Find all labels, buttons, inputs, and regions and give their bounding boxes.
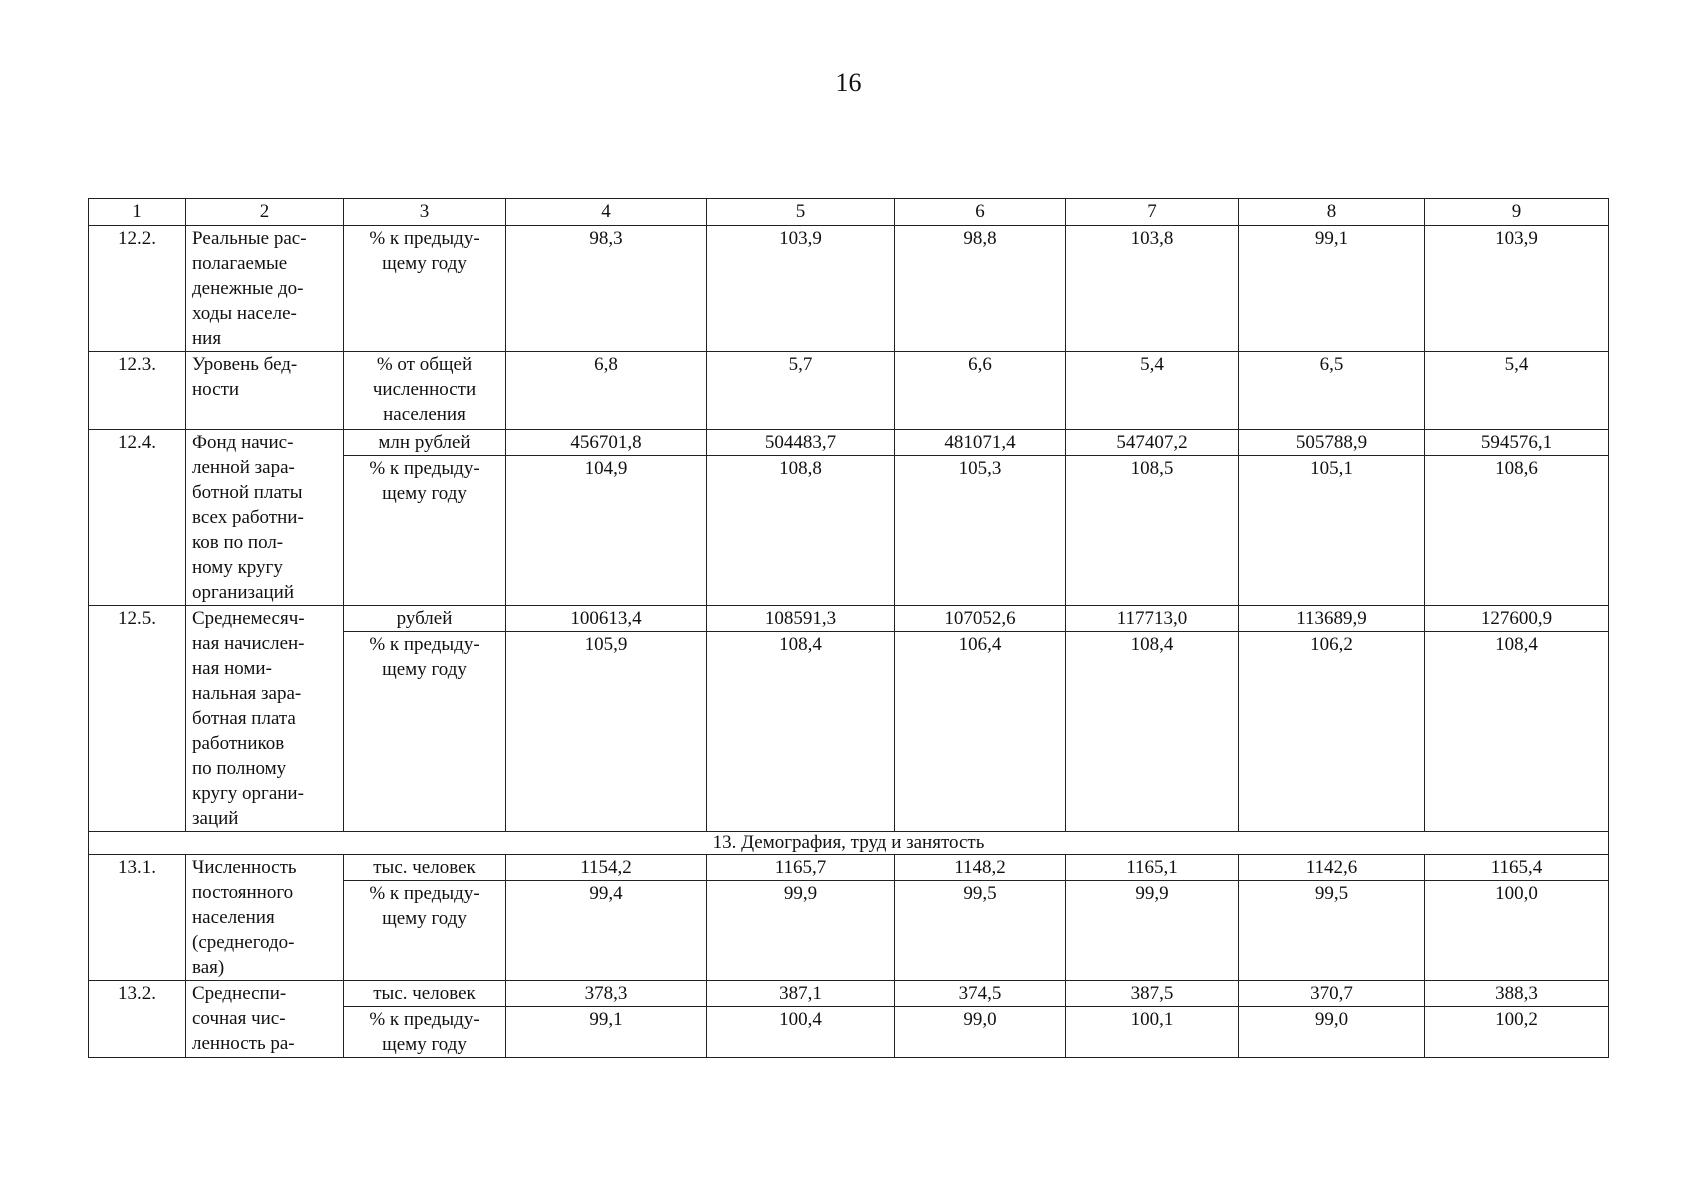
row-number: 13.2.	[89, 981, 186, 1058]
table-row-12-3	[89, 352, 1609, 430]
indicator-name: Численность постоянного населения (среднегодо- вая)	[186, 855, 344, 981]
page-number: 16	[835, 68, 862, 97]
value-cell: 99,5	[895, 881, 1066, 981]
column-header: 9	[1425, 199, 1609, 226]
value-cell: 105,9	[506, 632, 707, 832]
value-cell: 100613,4	[506, 606, 707, 632]
row-number: 12.5.	[89, 606, 186, 832]
header-row	[89, 199, 1609, 226]
column-header: 1	[89, 199, 186, 226]
value-cell: 100,2	[1425, 1007, 1609, 1058]
column-header: 5	[707, 199, 895, 226]
value-cell: 103,8	[1066, 226, 1239, 352]
value-cell: 481071,4	[895, 430, 1066, 456]
value-cell: 99,0	[895, 1007, 1066, 1058]
value-cell: 1165,7	[707, 855, 895, 881]
indicator-name: Уровень бед- ности	[186, 352, 344, 430]
column-header: 7	[1066, 199, 1239, 226]
column-header: 2	[186, 199, 344, 226]
value-cell: 1154,2	[506, 855, 707, 881]
row-number: 12.4.	[89, 430, 186, 606]
value-cell: 1165,1	[1066, 855, 1239, 881]
value-cell: 104,9	[506, 456, 707, 606]
indicator-name: Среднеспи- сочная чис- ленность ра-	[186, 981, 344, 1058]
value-cell: 374,5	[895, 981, 1066, 1007]
value-cell: 1142,6	[1239, 855, 1425, 881]
value-cell: 98,8	[895, 226, 1066, 352]
value-cell: 106,4	[895, 632, 1066, 832]
value-cell: 108,4	[1066, 632, 1239, 832]
value-cell: 547407,2	[1066, 430, 1239, 456]
value-cell: 108,5	[1066, 456, 1239, 606]
unit-cell: тыс. человек	[344, 855, 506, 881]
value-cell: 5,7	[707, 352, 895, 430]
value-cell: 99,0	[1239, 1007, 1425, 1058]
section-row-13	[89, 832, 1609, 855]
value-cell: 103,9	[1425, 226, 1609, 352]
value-cell: 456701,8	[506, 430, 707, 456]
value-cell: 100,4	[707, 1007, 895, 1058]
unit-cell: рублей	[344, 606, 506, 632]
table-row-12-2	[89, 226, 1609, 352]
value-cell: 387,1	[707, 981, 895, 1007]
value-cell: 5,4	[1066, 352, 1239, 430]
value-cell: 108,8	[707, 456, 895, 606]
unit-cell: % к предыду- щему году	[344, 881, 506, 981]
value-cell: 504483,7	[707, 430, 895, 456]
value-cell: 6,5	[1239, 352, 1425, 430]
value-cell: 99,9	[1066, 881, 1239, 981]
indicator-name: Фонд начис- ленной зара- ботной платы всех работни- ков по пол- ному кругу организаций	[186, 430, 344, 606]
row-number: 13.1.	[89, 855, 186, 981]
column-header: 8	[1239, 199, 1425, 226]
value-cell: 505788,9	[1239, 430, 1425, 456]
column-header: 3	[344, 199, 506, 226]
unit-cell: % к предыду- щему году	[344, 632, 506, 832]
value-cell: 98,3	[506, 226, 707, 352]
table-row-13-2-a	[89, 981, 1609, 1007]
value-cell: 108,6	[1425, 456, 1609, 606]
row-number: 12.2.	[89, 226, 186, 352]
value-cell: 99,9	[707, 881, 895, 981]
table-row-12-5-a	[89, 606, 1609, 632]
value-cell: 108,4	[707, 632, 895, 832]
value-cell: 1148,2	[895, 855, 1066, 881]
value-cell: 370,7	[1239, 981, 1425, 1007]
column-header: 6	[895, 199, 1066, 226]
value-cell: 388,3	[1425, 981, 1609, 1007]
unit-cell: тыс. человек	[344, 981, 506, 1007]
value-cell: 99,1	[1239, 226, 1425, 352]
value-cell: 99,5	[1239, 881, 1425, 981]
column-header: 4	[506, 199, 707, 226]
value-cell: 107052,6	[895, 606, 1066, 632]
unit-cell: млн рублей	[344, 430, 506, 456]
value-cell: 594576,1	[1425, 430, 1609, 456]
statistics-table	[88, 198, 1609, 1058]
value-cell: 113689,9	[1239, 606, 1425, 632]
value-cell: 387,5	[1066, 981, 1239, 1007]
value-cell: 6,6	[895, 352, 1066, 430]
value-cell: 100,0	[1425, 881, 1609, 981]
unit-cell: % к предыду- щему году	[344, 1007, 506, 1058]
table-row-13-1-a	[89, 855, 1609, 881]
unit-cell: % к предыду- щему году	[344, 226, 506, 352]
table-row-12-4-a	[89, 430, 1609, 456]
value-cell: 99,1	[506, 1007, 707, 1058]
value-cell: 117713,0	[1066, 606, 1239, 632]
value-cell: 103,9	[707, 226, 895, 352]
value-cell: 378,3	[506, 981, 707, 1007]
value-cell: 105,1	[1239, 456, 1425, 606]
value-cell: 105,3	[895, 456, 1066, 606]
unit-cell: % к предыду- щему году	[344, 456, 506, 606]
indicator-name: Среднемесяч- ная начислен- ная номи- нальная зара- ботная плата работников по полному кругу органи- заций	[186, 606, 344, 832]
value-cell: 108,4	[1425, 632, 1609, 832]
indicator-name: Реальные рас- полагаемые денежные до- ходы населе- ния	[186, 226, 344, 352]
value-cell: 108591,3	[707, 606, 895, 632]
value-cell: 100,1	[1066, 1007, 1239, 1058]
value-cell: 106,2	[1239, 632, 1425, 832]
value-cell: 5,4	[1425, 352, 1609, 430]
section-heading: 13. Демография, труд и занятость	[89, 832, 1609, 855]
unit-cell: % от общей численности населения	[344, 352, 506, 430]
row-number: 12.3.	[89, 352, 186, 430]
value-cell: 127600,9	[1425, 606, 1609, 632]
value-cell: 99,4	[506, 881, 707, 981]
value-cell: 1165,4	[1425, 855, 1609, 881]
value-cell: 6,8	[506, 352, 707, 430]
